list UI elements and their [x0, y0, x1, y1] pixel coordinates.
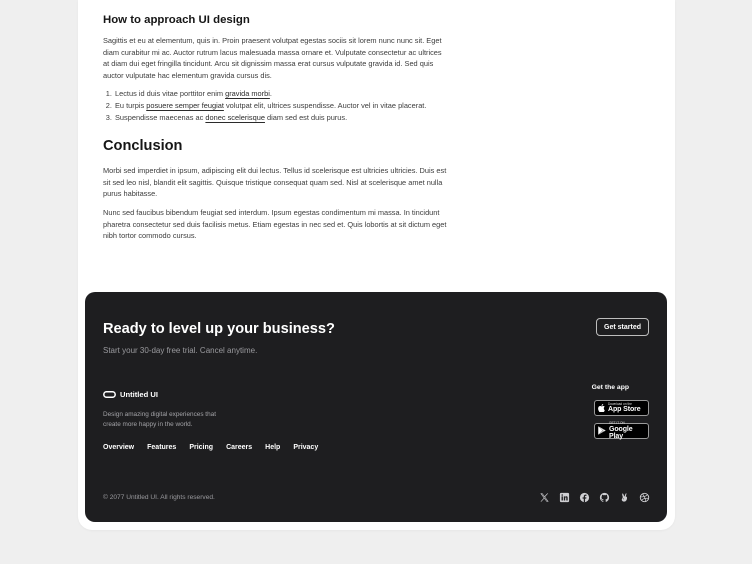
app-store-small-text: Download on the — [608, 401, 632, 406]
x-icon[interactable] — [539, 492, 550, 503]
list-item-text: Eu turpis — [115, 100, 147, 110]
list-item — [114, 100, 448, 112]
copyright-text: © 2077 Untitled UI. All rights reserved. — [103, 494, 215, 501]
paragraph-conclusion-1: Morbi sed imperdiet in ipsum, adipiscing elit dui lectus. Tellus id scelerisque est ultricies ultricies. Duis est sit sed leo nisl, blandit elit sagittis. Quisque tristique consequat quam sed. Nisl at scelerisque amet nulla purus habitasse. — [103, 166, 447, 199]
untitled-ui-logo-icon — [103, 385, 116, 403]
numbered-list — [103, 88, 448, 123]
angellist-icon[interactable] — [619, 492, 630, 503]
google-play-button[interactable] — [594, 423, 649, 439]
list-item-text: Lectus id duis vitae porttitor enim — [115, 89, 226, 99]
get-the-app-label: Get the app — [591, 384, 629, 391]
list-item-text: diam sed est duis purus. — [264, 112, 348, 122]
brand-name: Untitled UI — [120, 389, 158, 399]
list-item-text: Suspendisse maecenas ac — [115, 112, 206, 122]
tagline: Design amazing digital experiences that create more happy in the world. — [103, 411, 216, 428]
brand-logo[interactable] — [103, 385, 158, 403]
social-links — [539, 492, 650, 503]
list-item — [114, 112, 448, 124]
footer-link-help[interactable]: Help — [265, 444, 281, 451]
linkedin-icon[interactable] — [559, 492, 570, 503]
site-footer — [85, 292, 667, 522]
list-item — [114, 88, 448, 100]
app-store-text: App Store — [608, 406, 641, 414]
inline-link[interactable]: gravida morbi — [225, 89, 270, 99]
inline-link[interactable]: posuere semper feugiat — [146, 100, 224, 110]
section-heading-conclusion: Conclusion — [103, 138, 183, 155]
footer-link-pricing[interactable]: Pricing — [189, 444, 214, 451]
cta-title: Ready to level up your business? — [103, 321, 335, 337]
paragraph-conclusion-2: Nunc sed faucibus bibendum feugiat sed interdum. Ipsum egestas condimentum mi massa. In tincidunt pharetra consectetur sed duis facilisis metus. Etiam egestas in nec sed et. Quis lobortis at sit dictum eget nibh tortor commodo cursus. — [103, 207, 447, 241]
section-heading-approach: How to approach UI design — [103, 14, 250, 26]
footer-link-careers[interactable]: Careers — [226, 444, 253, 451]
footer-link-overview[interactable]: Overview — [103, 444, 135, 451]
list-item-text: volutpat elit, ultrices suspendisse. Auctor vel in vitae placerat. — [223, 100, 427, 110]
cta-subtitle: Start your 30-day free trial. Cancel anytime. — [103, 346, 258, 355]
facebook-icon[interactable] — [579, 492, 590, 503]
paragraph-approach: Sagittis et eu at elementum, quis in. Proin praesent volutpat egestas sociis sit lorem nunc nunc sit. Eget diam curabitur mi ac. Auctor rutrum lacus malesuada massa ornare et. Vulputate consectetur ac ultrices at diam dui eget fringilla tincidunt. Arcu sit dignissim massa erat cursus vulputate gravida id. Sed quis auctor vulputate hac elementum gravida cursus dis. — [103, 36, 442, 80]
footer-link-privacy[interactable]: Privacy — [293, 444, 319, 451]
google-play-icon — [598, 422, 606, 440]
list-item-text: . — [269, 89, 272, 99]
github-icon[interactable] — [599, 492, 610, 503]
footer-nav — [103, 444, 318, 451]
google-play-small-text: GET IT ON — [609, 421, 625, 426]
apple-icon — [598, 399, 605, 417]
get-started-button[interactable]: Get started — [596, 318, 649, 336]
inline-link[interactable]: donec scelerisque — [205, 112, 265, 122]
google-play-text: Google Play — [609, 425, 633, 440]
dribbble-icon[interactable] — [639, 492, 650, 503]
footer-link-features[interactable]: Features — [147, 444, 177, 451]
app-store-button[interactable] — [594, 400, 649, 416]
article-body — [103, 0, 448, 249]
